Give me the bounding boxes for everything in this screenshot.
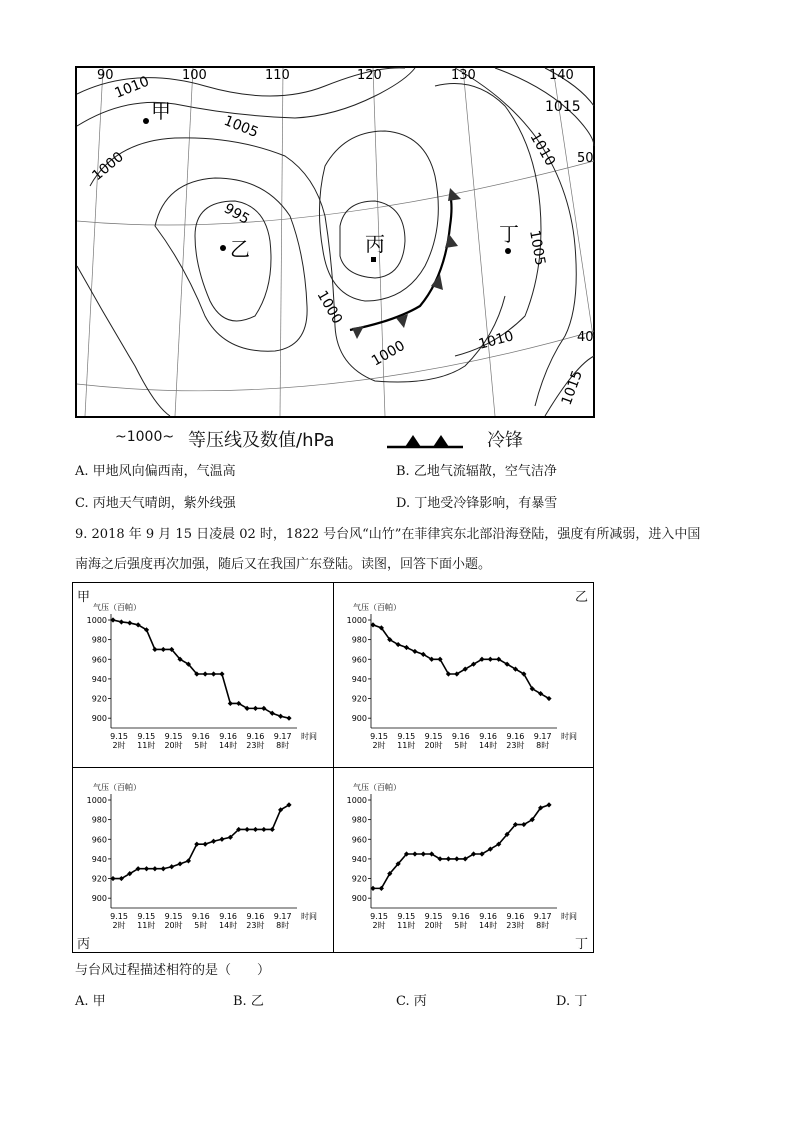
x-tick-date: 9.15 [137, 912, 156, 921]
isobar-value: 1010 [476, 328, 516, 353]
x-tick-hour: 11时 [397, 921, 416, 930]
x-tick-date: 9.16 [191, 732, 210, 741]
x-tick-date: 9.16 [506, 732, 525, 741]
data-point [412, 649, 417, 654]
isobar-value: 1000 [313, 288, 346, 327]
lon-label: 100 [182, 68, 207, 83]
data-point [228, 701, 233, 706]
y-tick-label: 1000 [86, 796, 107, 805]
lat-label: 40 [577, 330, 594, 345]
data-point [253, 706, 258, 711]
data-point [412, 851, 417, 856]
data-point [546, 802, 551, 807]
y-axis-label: 气压（百帕） [93, 603, 141, 612]
isobar-value: 1005 [526, 228, 549, 267]
data-point [203, 842, 208, 847]
panel-label-jia: 甲 [77, 590, 91, 605]
x-tick-date: 9.16 [451, 912, 470, 921]
data-point [286, 716, 291, 721]
data-point [119, 619, 124, 624]
q9-option-a: A. 甲 [75, 994, 106, 1009]
x-axis-label: 时间 [561, 912, 577, 921]
data-point [194, 842, 199, 847]
y-tick-label: 920 [351, 694, 367, 704]
data-point [404, 645, 409, 650]
y-tick-label: 920 [91, 694, 107, 704]
y-tick-label: 900 [351, 714, 367, 724]
isobar-map-svg [75, 66, 595, 418]
x-tick-date: 9.17 [273, 912, 292, 921]
x-tick-date: 9.16 [246, 912, 265, 921]
x-tick-hour: 8时 [536, 921, 550, 930]
q9-stem-line1: 9. 2018 年 9 月 15 日凌晨 02 时，1822 号台风“山竹”在菲律宾东北部沿海登陆，强度有所减弱，进入中国 [75, 527, 701, 542]
y-tick-label: 980 [351, 815, 367, 825]
data-point [446, 856, 451, 861]
x-tick-hour: 2时 [372, 921, 386, 930]
x-tick-hour: 11时 [137, 921, 156, 930]
q9-stem-line2: 南海之后强度再次加强，随后又在我国广东登陆。读图，回答下面小题。 [75, 557, 492, 572]
point-yi-dot [220, 245, 226, 251]
x-tick-hour: 11时 [137, 741, 156, 750]
data-point [261, 827, 266, 832]
point-ding-dot [505, 248, 511, 254]
point-jia-dot [143, 118, 149, 124]
x-tick-hour: 2时 [372, 741, 386, 750]
lat-label: 50 [577, 151, 594, 166]
panel-label-bing: 丙 [77, 937, 91, 952]
legend-cold-front-symbol [385, 432, 465, 450]
x-tick-date: 9.16 [506, 912, 525, 921]
x-tick-hour: 5时 [194, 921, 208, 930]
isobar-value: 1010 [112, 73, 152, 102]
x-tick-hour: 14时 [479, 741, 498, 750]
data-point [186, 858, 191, 863]
q9-option-d: D. 丁 [556, 994, 588, 1009]
y-tick-label: 920 [351, 874, 367, 884]
panel-label-ding: 丁 [575, 937, 589, 952]
data-point [169, 864, 174, 869]
y-tick-label: 940 [91, 674, 107, 684]
isobar-value: 995 [221, 200, 253, 228]
x-tick-hour: 8时 [536, 741, 550, 750]
x-tick-date: 9.16 [246, 732, 265, 741]
y-tick-label: 980 [91, 635, 107, 645]
x-tick-hour: 23时 [246, 741, 265, 750]
point-jia-label: 甲 [151, 99, 171, 123]
y-tick-label: 900 [91, 894, 107, 904]
map-legend [115, 426, 575, 454]
data-point [161, 647, 166, 652]
isobar-value: 1010 [526, 130, 559, 169]
q9-option-b: B. 乙 [233, 994, 264, 1009]
data-point [127, 620, 132, 625]
x-tick-hour: 20时 [424, 741, 443, 750]
x-tick-hour: 14时 [479, 921, 498, 930]
y-tick-label: 940 [351, 854, 367, 864]
data-point [203, 671, 208, 676]
data-point [421, 851, 426, 856]
data-point [244, 827, 249, 832]
x-tick-date: 9.16 [479, 732, 498, 741]
chart-bing [85, 780, 325, 940]
data-point [211, 671, 216, 676]
x-tick-hour: 14时 [219, 921, 238, 930]
y-tick-label: 980 [351, 635, 367, 645]
x-axis-label: 时间 [301, 732, 317, 741]
data-point [270, 827, 275, 832]
point-ding-label: 丁 [499, 222, 519, 246]
y-tick-label: 940 [91, 854, 107, 864]
x-axis-label: 时间 [301, 912, 317, 921]
pressure-series-line [373, 805, 549, 888]
data-point [152, 647, 157, 652]
data-point [161, 866, 166, 871]
x-tick-date: 9.15 [397, 732, 416, 741]
lon-label: 90 [97, 68, 114, 83]
data-point [278, 714, 283, 719]
x-tick-date: 9.15 [370, 912, 388, 921]
isobar-value: 1005 [221, 112, 261, 142]
chart-jia [85, 600, 325, 760]
panel-label-yi: 乙 [575, 590, 589, 605]
x-tick-date: 9.15 [164, 732, 183, 741]
lon-label: 120 [357, 68, 382, 83]
x-tick-hour: 20时 [164, 921, 183, 930]
q9-option-c: C. 丙 [396, 994, 427, 1009]
x-tick-hour: 20时 [424, 921, 443, 930]
x-tick-hour: 5时 [454, 741, 468, 750]
x-tick-hour: 11时 [397, 741, 416, 750]
x-tick-date: 9.15 [137, 732, 156, 741]
x-tick-date: 9.16 [451, 732, 470, 741]
y-tick-label: 960 [351, 655, 367, 665]
isobar-map [75, 66, 595, 418]
x-tick-hour: 2时 [112, 741, 126, 750]
data-point [488, 657, 493, 662]
x-tick-hour: 23时 [506, 921, 525, 930]
x-axis-label: 时间 [561, 732, 577, 741]
y-tick-label: 1000 [346, 796, 367, 805]
x-tick-date: 9.15 [110, 912, 128, 921]
point-bing-label: 丙 [365, 232, 385, 256]
data-point [253, 827, 258, 832]
pressure-series-line [113, 620, 289, 718]
isobar-value: 1015 [558, 368, 586, 408]
data-point [454, 856, 459, 861]
data-point [219, 671, 224, 676]
grid-horizontal-divider [73, 767, 593, 768]
y-tick-label: 980 [91, 815, 107, 825]
x-tick-date: 9.16 [191, 912, 210, 921]
x-tick-hour: 8时 [276, 741, 290, 750]
data-point [177, 861, 182, 866]
legend-front-text: 冷锋 [487, 430, 523, 451]
pressure-series-line [373, 625, 549, 699]
x-tick-date: 9.16 [219, 912, 238, 921]
isobar-value: 1000 [369, 337, 408, 370]
q8-option-b: B. 乙地气流辐散，空气洁净 [396, 464, 557, 479]
y-tick-label: 960 [91, 655, 107, 665]
x-tick-hour: 2时 [112, 921, 126, 930]
q8-option-c: C. 丙地天气晴朗，紫外线强 [75, 496, 236, 511]
x-tick-date: 9.17 [273, 732, 292, 741]
y-tick-label: 960 [91, 835, 107, 845]
data-point [219, 837, 224, 842]
chart-yi [345, 600, 585, 760]
x-tick-date: 9.15 [424, 912, 443, 921]
x-tick-hour: 20时 [164, 741, 183, 750]
point-yi-label: 乙 [230, 237, 250, 261]
data-point [211, 839, 216, 844]
x-tick-hour: 8时 [276, 921, 290, 930]
isobar-value: 1000 [89, 148, 127, 185]
y-tick-label: 900 [351, 894, 367, 904]
x-tick-hour: 5时 [454, 921, 468, 930]
y-axis-label: 气压（百帕） [353, 783, 401, 792]
y-tick-label: 1000 [86, 616, 107, 625]
q8-option-a: A. 甲地风向偏西南，气温高 [75, 464, 236, 479]
q9-question: 与台风过程描述相符的是（ ） [75, 963, 271, 978]
x-tick-hour: 14时 [219, 741, 238, 750]
y-tick-label: 1000 [346, 616, 367, 625]
legend-isobar-sample: ~1000~ [115, 429, 175, 445]
x-tick-hour: 5时 [194, 741, 208, 750]
point-bing-dot [371, 257, 376, 262]
x-tick-date: 9.17 [533, 912, 552, 921]
x-tick-date: 9.15 [370, 732, 388, 741]
x-tick-date: 9.15 [397, 912, 416, 921]
q8-option-d: D. 丁地受冷锋影响，有暴雪 [396, 496, 558, 511]
x-tick-hour: 23时 [246, 921, 265, 930]
lon-label: 110 [265, 68, 290, 83]
lon-label: 130 [451, 68, 476, 83]
data-point [144, 866, 149, 871]
x-tick-date: 9.16 [219, 732, 238, 741]
x-tick-date: 9.17 [533, 732, 552, 741]
data-point [152, 866, 157, 871]
y-tick-label: 900 [91, 714, 107, 724]
legend-isobar-text: 等压线及数值/hPa [188, 430, 335, 451]
y-tick-label: 920 [91, 874, 107, 884]
x-tick-date: 9.15 [164, 912, 183, 921]
lon-label: 140 [549, 68, 574, 83]
chart-ding [345, 780, 585, 940]
y-axis-label: 气压（百帕） [353, 603, 401, 612]
y-tick-label: 940 [351, 674, 367, 684]
x-tick-hour: 23时 [506, 741, 525, 750]
x-tick-date: 9.15 [424, 732, 443, 741]
x-tick-date: 9.15 [110, 732, 128, 741]
y-axis-label: 气压（百帕） [93, 783, 141, 792]
x-tick-date: 9.16 [479, 912, 498, 921]
y-tick-label: 960 [351, 835, 367, 845]
isobar-value: 1015 [545, 99, 581, 115]
